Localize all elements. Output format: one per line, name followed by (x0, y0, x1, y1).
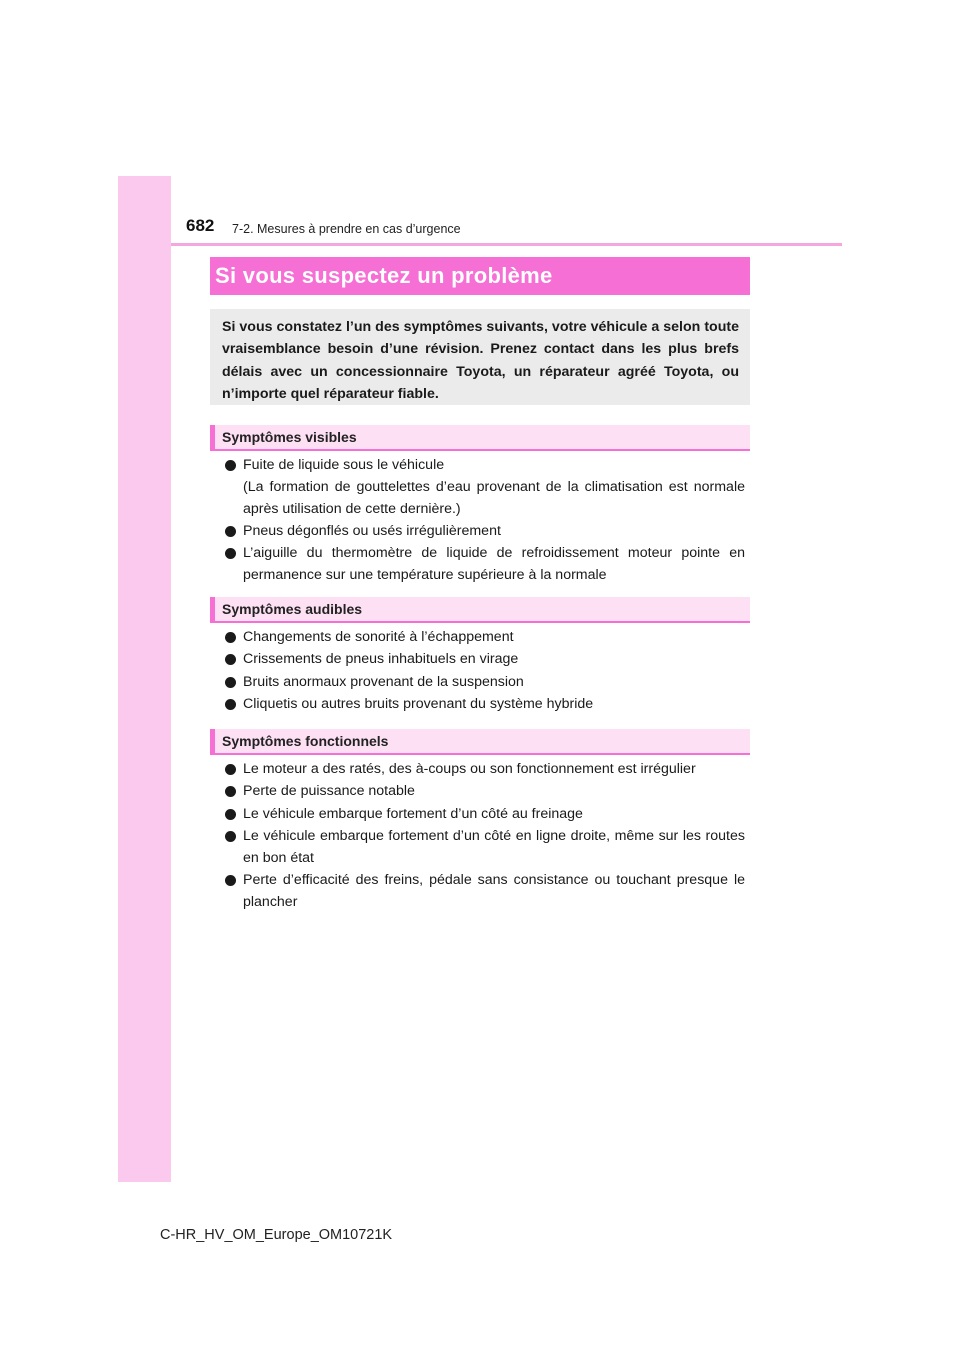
header-divider (171, 243, 842, 246)
list-item-text: Perte d’efficacité des freins, pédale sans consistance ou touchant presque le plancher (243, 871, 745, 910)
bullet-icon (225, 460, 236, 471)
section-heading: Symptômes fonctionnels (222, 733, 389, 749)
bullet-icon (225, 764, 236, 775)
section-header-audibles (210, 597, 750, 623)
bullet-icon (225, 654, 236, 665)
section-header-fonctionnels (210, 729, 750, 755)
section-header-visibles (210, 425, 750, 451)
list-item-text: Crissements de pneus inhabituels en virage (243, 651, 519, 668)
list-item-text: Changements de sonorité à l’échappement (243, 629, 514, 645)
list-item (225, 455, 745, 520)
list-item (225, 826, 745, 870)
list-item (225, 649, 745, 671)
bullet-icon (225, 677, 236, 688)
list-item (225, 870, 745, 914)
bullet-icon (225, 526, 236, 537)
list-item (225, 672, 745, 694)
section-accent-bar (210, 425, 215, 449)
bullet-icon (225, 632, 236, 643)
bullet-icon (225, 809, 236, 820)
list-item-text: Pneus dégonflés ou usés irrégulièrement (243, 522, 501, 539)
list-item (225, 694, 745, 716)
list-item-text: Perte de puissance notable (243, 783, 415, 800)
side-tab-band (118, 176, 171, 1182)
page-number: 682 (186, 216, 215, 235)
list-item (225, 543, 745, 587)
list-item-note: (La formation de gouttelettes d’eau provenant de la climatisation est normale après utilisation de cette dernière.) (243, 478, 745, 517)
section-heading: Symptômes visibles (222, 429, 357, 445)
bullet-icon (225, 548, 236, 559)
section-accent-bar (210, 597, 215, 621)
list-item-text: Fuite de liquide sous le véhicule (243, 457, 445, 473)
list-item-text: Le véhicule embarque fortement d’un côté en ligne droite, même sur les routes en bon état (243, 827, 745, 866)
breadcrumb: 7-2. Mesures à prendre en cas d’urgence (232, 222, 461, 236)
intro-box: Si vous constatez l’un des symptômes suivants, votre véhicule a selon toute vraisemblance besoin d’une révision. Prenez contact dans les plus brefs délais avec un concessionnaire Toyota, un réparateur agréé Toyota, ou n’importe quel réparateur fiable. (210, 309, 750, 405)
list-item (225, 781, 745, 803)
bullet-icon (225, 786, 236, 797)
bullet-icon (225, 875, 236, 886)
bullet-list-audibles (225, 627, 745, 716)
section-heading: Symptômes audibles (222, 601, 363, 617)
list-item-text: Bruits anormaux provenant de la suspension (243, 673, 524, 690)
list-item-text: Le moteur a des ratés, des à-coups ou son fonctionnement est irrégulier (243, 761, 696, 777)
bullet-icon (225, 831, 236, 842)
bullet-list-visibles (225, 455, 745, 587)
list-item-text: Le véhicule embarque fortement d’un côté au freinage (243, 805, 583, 822)
document-code: C-HR_HV_OM_Europe_OM10721K (160, 1227, 393, 1243)
list-item (225, 521, 745, 543)
list-item (225, 627, 745, 649)
bullet-icon (225, 699, 236, 710)
list-item-text: Cliquetis ou autres bruits provenant du système hybride (243, 695, 594, 712)
list-item-text: L’aiguille du thermomètre de liquide de refroidissement moteur pointe en permanence sur une température supérieure à la normale (243, 545, 745, 583)
list-item (225, 759, 745, 781)
bullet-list-fonctionnels (225, 759, 745, 914)
page-title: Si vous suspectez un problème (210, 257, 750, 295)
list-item (225, 804, 745, 826)
section-accent-bar (210, 729, 215, 753)
